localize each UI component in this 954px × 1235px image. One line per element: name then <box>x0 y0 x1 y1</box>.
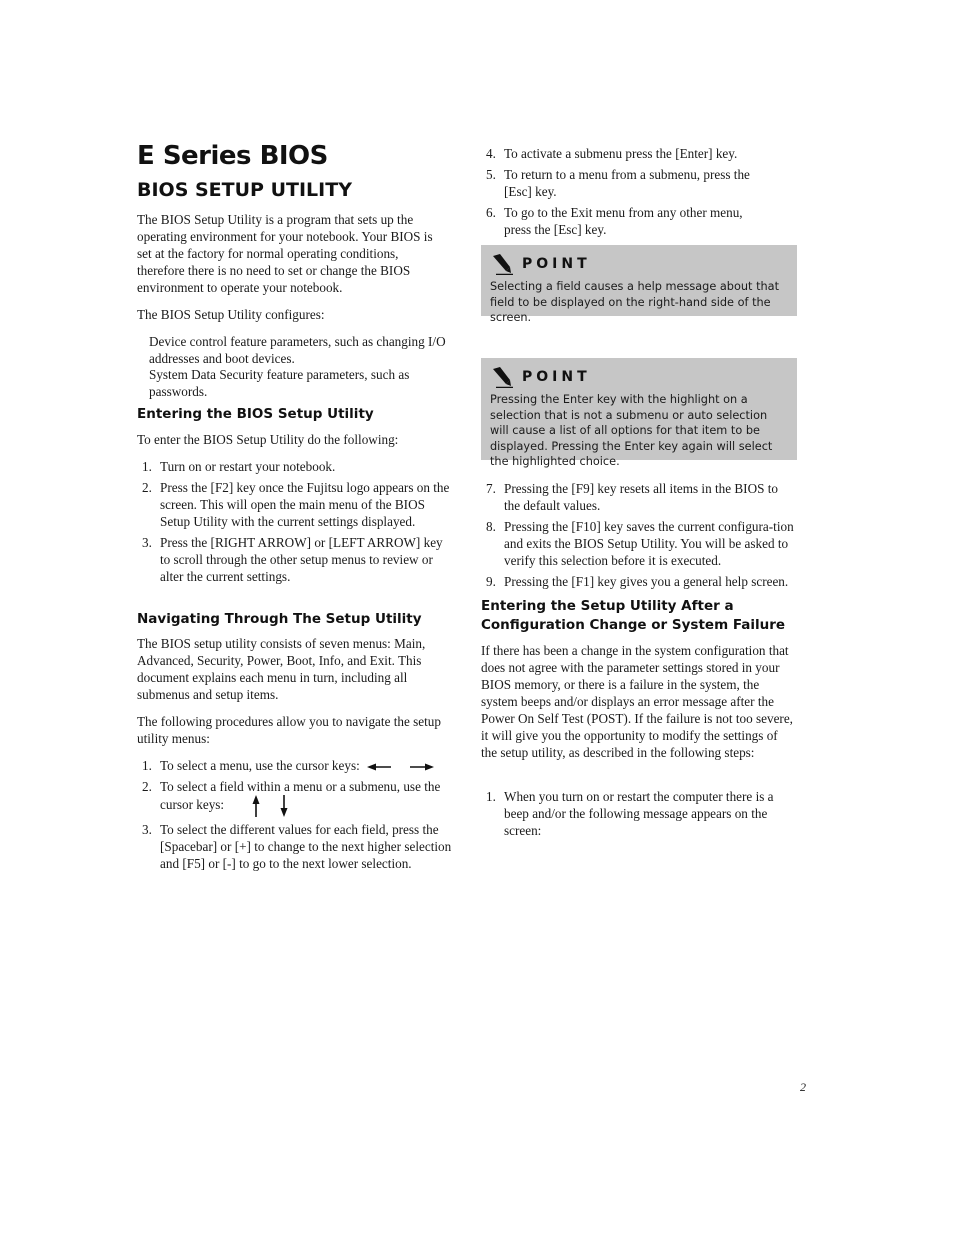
entering-lead: To enter the BIOS Setup Utility do the following: <box>137 432 399 447</box>
down-arrow-icon <box>279 795 289 817</box>
list-item: 5. To return to a menu from a submenu, press the [Esc] key. <box>486 167 750 199</box>
configures-item: Device control feature parameters, such as changing I/O addresses and boot devices. <box>149 334 446 366</box>
right-arrow-icon <box>408 762 434 772</box>
navigating-steps-continued <box>481 480 797 594</box>
point-text: Selecting a field causes a help message about that field to be displayed on the right-hand side of the screen. <box>490 280 780 324</box>
list-item: 4. To activate a submenu press the [Enter] key. <box>486 146 738 161</box>
navigating-steps <box>137 757 453 876</box>
pencil-icon <box>490 253 514 275</box>
point-callout <box>481 358 797 468</box>
list-item: 6. To go to the Exit menu from any other menu, press the [Esc] key. <box>486 205 743 237</box>
list-item: 1. When you turn on or restart the computer there is a beep and/or the following message appears on the screen: <box>486 789 774 838</box>
list-item: 1. Turn on or restart your notebook. <box>142 459 336 474</box>
point-text: Pressing the Enter key with the highlight on a selection that is not a submenu or auto selection will cause a list of all options for that item to be displayed. Pressing the Enter key again will select the highlighted choice. <box>490 393 773 468</box>
section-title: BIOS SETUP UTILITY <box>137 179 352 201</box>
failure-paragraph: If there has been a change in the system configuration that does not agree with the parameter settings stored in your BIOS memory, or there is a failure in the system, the system beeps and/or displays an error message after the Power On Self Test (POST). If the failure is not too severe, it will give you the opportunity to modify the settings of the setup utility, as described in the following steps: <box>481 643 793 760</box>
list-item: 2. Press the [F2] key once the Fujitsu logo appears on the screen. This will open the main menu of the BIOS Setup Utility with the current settings displayed. <box>142 480 450 529</box>
list-item: 2. To select a field within a menu or a submenu, use the cursor keys: <box>137 778 453 817</box>
list-item: 1. To select a menu, use the cursor keys: <box>137 757 453 774</box>
intro-paragraph: The BIOS Setup Utility is a program that sets up the operating environment for your notebook. Your BIOS is set at the factory for normal operating conditions, therefore there is no need to set or change the BIOS environment to operate your notebook. <box>137 212 433 295</box>
list-item: 9. Pressing the [F1] key gives you a general help screen. <box>486 574 789 589</box>
page-number: 2 <box>800 1080 806 1094</box>
entering-heading: Entering the BIOS Setup Utility <box>137 406 374 422</box>
failure-heading: Entering the Setup Utility After a Configuration Change or System Failure <box>481 598 786 633</box>
configures-lead: The BIOS Setup Utility configures: <box>137 307 325 322</box>
point-header <box>490 253 787 275</box>
entering-steps <box>137 458 453 589</box>
failure-steps <box>481 788 786 843</box>
left-arrow-icon <box>367 762 393 772</box>
list-item: 3. To select the different values for each field, press the [Spacebar] or [+] to change to the next higher selection and [F5] or [-] to go to the next lower selection. <box>142 822 452 871</box>
list-item: 3. Press the [RIGHT ARROW] or [LEFT ARROW] key to scroll through the other setup menus to review or alter the current settings. <box>142 535 443 584</box>
list-item: 8. Pressing the [F10] key saves the current configura-tion and exits the BIOS Setup Utility. You will be asked to verify this selection before it is executed. <box>486 519 794 568</box>
point-callout <box>481 245 797 324</box>
navigating-heading: Navigating Through The Setup Utility <box>137 611 422 627</box>
point-label: POINT <box>522 369 591 385</box>
navigating-paragraph: The BIOS setup utility consists of seven menus: Main, Advanced, Security, Power, Boot, Info, and Exit. This document explains each menu in turn, including all submenus and setup items. <box>137 636 426 702</box>
up-arrow-icon <box>251 795 261 817</box>
point-header <box>490 366 787 388</box>
list-item: 7. Pressing the [F9] key resets all items in the BIOS to the default values. <box>486 481 778 513</box>
page-title: E Series BIOS <box>137 141 328 171</box>
configures-item: System Data Security feature parameters, such as passwords. <box>149 367 410 399</box>
pencil-icon <box>490 366 514 388</box>
navigating-steps-continued <box>481 145 771 242</box>
navigating-paragraph: The following procedures allow you to navigate the setup utility menus: <box>137 714 441 746</box>
point-label: POINT <box>522 256 591 272</box>
